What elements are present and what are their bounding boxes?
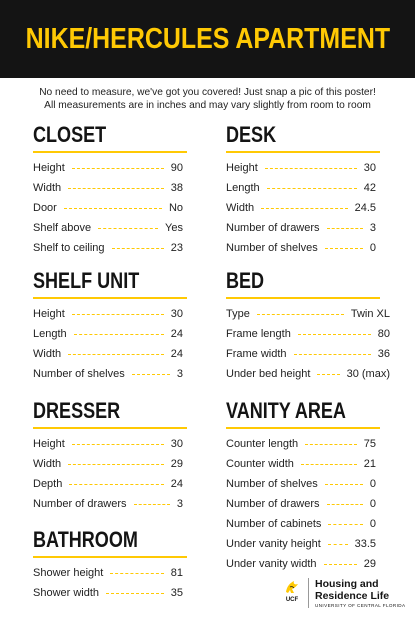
spec-value: 38: [170, 182, 183, 194]
title-banner: [0, 0, 415, 78]
leader-dots: [305, 444, 357, 445]
leader-dots: [298, 334, 371, 335]
section-heading: CLOSET: [33, 122, 107, 147]
leader-dots: [325, 248, 363, 249]
heading-rule: [33, 151, 187, 153]
spec-row: [33, 198, 183, 218]
spec-label: Door: [33, 202, 57, 214]
spec-value: 33.5: [354, 538, 376, 550]
spec-row: [226, 554, 376, 574]
spec-label: Width: [33, 458, 62, 470]
spec-label: Under vanity width: [226, 558, 317, 570]
spec-row: [33, 178, 183, 198]
spec-value: 29: [170, 458, 183, 470]
spec-value: 3: [369, 222, 376, 234]
spec-row: [226, 324, 390, 344]
leader-dots: [317, 374, 339, 375]
pegasus-icon: [283, 578, 301, 596]
logo-text: [308, 578, 405, 608]
spec-value: No: [168, 202, 183, 214]
spec-label: Width: [33, 182, 62, 194]
spec-row: [33, 158, 183, 178]
spec-row: [226, 238, 376, 258]
heading-rule: [33, 556, 187, 558]
spec-label: Counter width: [226, 458, 294, 470]
spec-row: [33, 218, 183, 238]
leader-dots: [261, 208, 347, 209]
spec-value: Yes: [165, 222, 183, 234]
section-heading: DRESSER: [33, 398, 121, 423]
page-title: NIKE/HERCULES APARTMENT: [25, 22, 390, 55]
section-heading: VANITY AREA: [226, 398, 346, 423]
spec-label: Type: [226, 308, 250, 320]
spec-row: [226, 454, 376, 474]
section-vanity-area: [226, 398, 376, 574]
spec-value: 30: [170, 438, 183, 450]
spec-row: [226, 158, 376, 178]
leader-dots: [72, 168, 164, 169]
spec-row: [33, 238, 183, 258]
leader-dots: [327, 504, 363, 505]
spec-value: 75: [363, 438, 376, 450]
spec-row: [33, 563, 183, 583]
heading-rule: [226, 427, 380, 429]
spec-label: Shelf to ceiling: [33, 242, 105, 254]
spec-value: 90: [170, 162, 183, 174]
spec-label: Length: [226, 182, 260, 194]
spec-value: 0: [369, 242, 376, 254]
heading-rule: [33, 297, 187, 299]
leader-dots: [64, 208, 162, 209]
section-bathroom: [33, 527, 183, 603]
spec-value: 0: [369, 498, 376, 510]
spec-label: Number of drawers: [226, 498, 320, 510]
spec-label: Under bed height: [226, 368, 311, 380]
leader-dots: [328, 524, 362, 525]
spec-value: 30: [170, 308, 183, 320]
spec-label: Height: [33, 308, 65, 320]
heading-rule: [33, 427, 187, 429]
spec-value: 3: [176, 368, 183, 380]
leader-dots: [328, 544, 348, 545]
spec-row: [226, 344, 390, 364]
intro-line-1: No need to measure, we've got you covered! Just snap a pic of this poster!: [39, 87, 376, 98]
spec-label: Number of shelves: [33, 368, 125, 380]
spec-label: Under vanity height: [226, 538, 321, 550]
spec-label: Height: [226, 162, 258, 174]
spec-value: 0: [369, 518, 376, 530]
leader-dots: [265, 168, 357, 169]
spec-label: Shelf above: [33, 222, 92, 234]
spec-row: [226, 534, 376, 554]
spec-row: [226, 434, 376, 454]
spec-label: Number of cabinets: [226, 518, 322, 530]
spec-label: Frame length: [226, 328, 291, 340]
leader-dots: [327, 228, 363, 229]
spec-row: [226, 178, 376, 198]
spec-value: 36: [377, 348, 390, 360]
leader-dots: [106, 593, 164, 594]
spec-value: 3: [176, 498, 183, 510]
leader-dots: [257, 314, 344, 315]
spec-row: [226, 198, 376, 218]
logo-name-line-2: Residence Life: [315, 590, 390, 602]
leader-dots: [74, 334, 164, 335]
spec-row: [33, 474, 183, 494]
spec-label: Shower width: [33, 587, 100, 599]
heading-rule: [226, 151, 380, 153]
spec-row: [226, 364, 390, 384]
ucf-mark: [282, 578, 302, 603]
section-closet: [33, 122, 183, 258]
spec-label: Frame width: [226, 348, 287, 360]
heading-rule: [226, 297, 380, 299]
spec-row: [33, 304, 183, 324]
spec-value: 80: [377, 328, 390, 340]
section-bed: [226, 268, 390, 384]
leader-dots: [112, 248, 164, 249]
spec-row: [226, 218, 376, 238]
spec-row: [33, 454, 183, 474]
spec-row: [226, 304, 390, 324]
intro-line-2: All measurements are in inches and may vary slightly from room to room: [44, 100, 371, 111]
spec-label: Number of shelves: [226, 242, 318, 254]
spec-value: 0: [369, 478, 376, 490]
leader-dots: [132, 374, 170, 375]
spec-value: 81: [170, 567, 183, 579]
spec-row: [226, 494, 376, 514]
leader-dots: [324, 564, 357, 565]
spec-value: 24: [170, 328, 183, 340]
spec-row: [33, 434, 183, 454]
spec-value: 24: [170, 478, 183, 490]
spec-row: [33, 494, 183, 514]
intro-text: [0, 86, 415, 112]
spec-label: Width: [33, 348, 62, 360]
spec-value: 30 (max): [346, 368, 390, 380]
section-heading: BATHROOM: [33, 527, 138, 552]
spec-label: Height: [33, 438, 65, 450]
leader-dots: [325, 484, 363, 485]
spec-value: 24: [170, 348, 183, 360]
spec-value: 30: [363, 162, 376, 174]
section-heading: SHELF UNIT: [33, 268, 140, 293]
spec-value: 35: [170, 587, 183, 599]
section-shelf-unit: [33, 268, 183, 384]
section-heading: BED: [226, 268, 265, 293]
leader-dots: [98, 228, 158, 229]
spec-label: Number of drawers: [33, 498, 127, 510]
leader-dots: [134, 504, 170, 505]
spec-label: Height: [33, 162, 65, 174]
spec-row: [33, 344, 183, 364]
spec-label: Length: [33, 328, 67, 340]
spec-value: Twin XL: [350, 308, 390, 320]
leader-dots: [301, 464, 357, 465]
housing-logo: [282, 578, 405, 608]
spec-value: 29: [363, 558, 376, 570]
ucf-wordmark: UCF: [285, 597, 299, 603]
spec-label: Number of shelves: [226, 478, 318, 490]
leader-dots: [267, 188, 357, 189]
leader-dots: [72, 314, 164, 315]
spec-row: [33, 364, 183, 384]
spec-label: Width: [226, 202, 255, 214]
leader-dots: [72, 444, 164, 445]
spec-label: Shower height: [33, 567, 104, 579]
leader-dots: [68, 464, 164, 465]
spec-row: [226, 474, 376, 494]
spec-row: [226, 514, 376, 534]
spec-label: Counter length: [226, 438, 299, 450]
logo-name-line-1: Housing and: [315, 578, 379, 590]
section-dresser: [33, 398, 183, 514]
spec-row: [33, 324, 183, 344]
leader-dots: [294, 354, 371, 355]
leader-dots: [69, 484, 163, 485]
leader-dots: [68, 354, 164, 355]
spec-value: 23: [170, 242, 183, 254]
logo-university: UNIVERSITY OF CENTRAL FLORIDA: [315, 603, 406, 608]
spec-value: 21: [363, 458, 376, 470]
leader-dots: [68, 188, 164, 189]
spec-row: [33, 583, 183, 603]
spec-value: 42: [363, 182, 376, 194]
section-heading: DESK: [226, 122, 277, 147]
section-desk: [226, 122, 376, 258]
spec-label: Number of drawers: [226, 222, 320, 234]
spec-value: 24.5: [354, 202, 376, 214]
spec-label: Depth: [33, 478, 63, 490]
leader-dots: [110, 573, 163, 574]
